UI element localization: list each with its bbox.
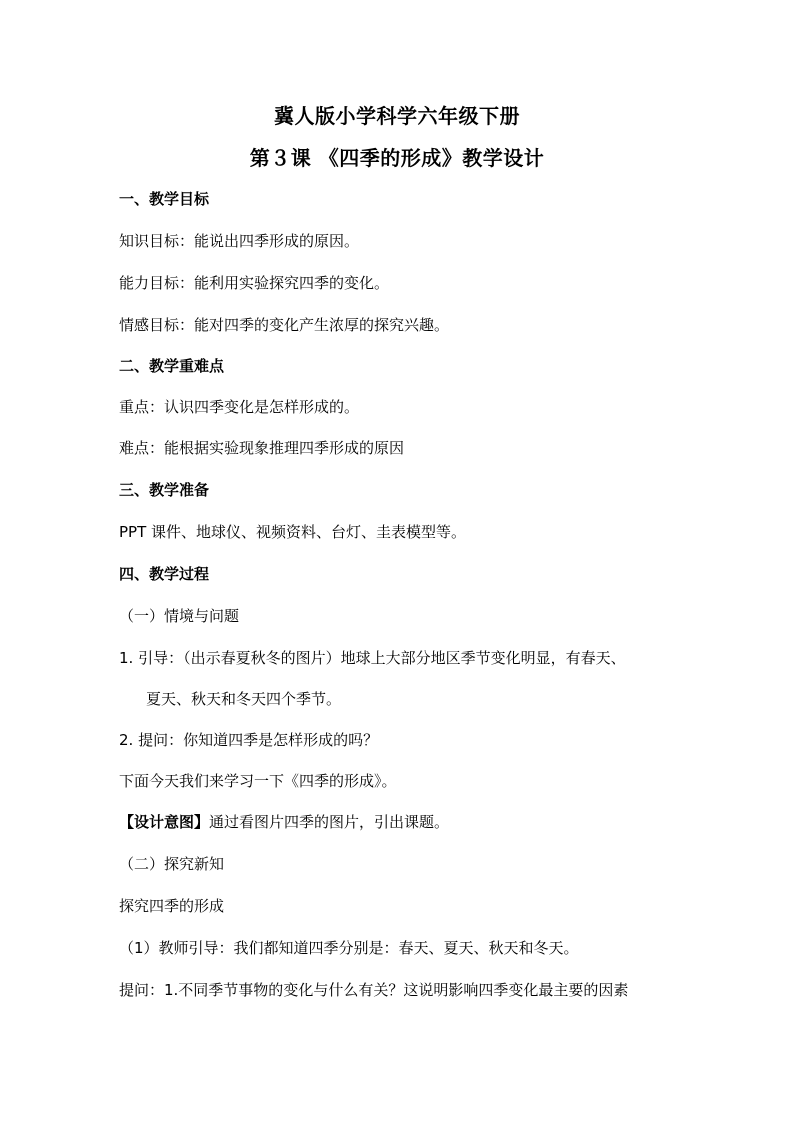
design-intent-label: 【设计意图】	[119, 813, 210, 831]
item1-line1: 1. 引导：（出示春夏秋冬的图片）地球上大部分地区季节变化明显，有春天、	[119, 649, 626, 667]
explore-title: 探究四季的形成	[119, 897, 225, 915]
section-heading-goals: 一、教学目标	[119, 190, 210, 208]
goal-knowledge: 知识目标：能说出四季形成的原因。	[119, 232, 360, 250]
item1-line2: 夏天、秋天和冬天四个季节。	[146, 690, 342, 708]
question-line: 提问：1.不同季节事物的变化与什么有关？这说明影响四季变化最主要的因素	[119, 981, 629, 999]
intro-line: 下面今天我们来学习一下《四季的形成》。	[119, 772, 397, 790]
section-heading-prep: 三、教学准备	[119, 481, 210, 499]
section-heading-process: 四、教学过程	[119, 565, 210, 583]
goal-ability: 能力目标：能利用实验探究四季的变化。	[119, 274, 390, 292]
part2-heading: （二）探究新知	[119, 855, 225, 873]
section-heading-keypoints: 二、教学重难点	[119, 357, 225, 375]
goal-emotion: 情感目标：能对四季的变化产生浓厚的探究兴趣。	[119, 316, 450, 334]
keypoint-difficulty: 难点：能根据实验现象推理四季形成的原因	[119, 439, 405, 457]
teacher-guide: （1）教师引导：我们都知道四季分别是：春天、夏天、秋天和冬天。	[119, 939, 579, 957]
design-intent-text: 通过看图片四季的图片，引出课题。	[209, 813, 450, 831]
document-title: 冀人版小学科学六年级下册	[274, 104, 520, 128]
design-intent	[119, 812, 449, 832]
keypoint-focus: 重点：认识四季变化是怎样形成的。	[119, 398, 360, 416]
part1-heading: （一）情境与问题	[119, 607, 240, 625]
item2: 2. 提问：你知道四季是怎样形成的吗？	[119, 731, 379, 749]
prep-items: PPT 课件、地球仪、视频资料、台灯、圭表模型等。	[119, 523, 467, 541]
lesson-title: 第３课 《四季的形成》教学设计	[249, 146, 545, 170]
